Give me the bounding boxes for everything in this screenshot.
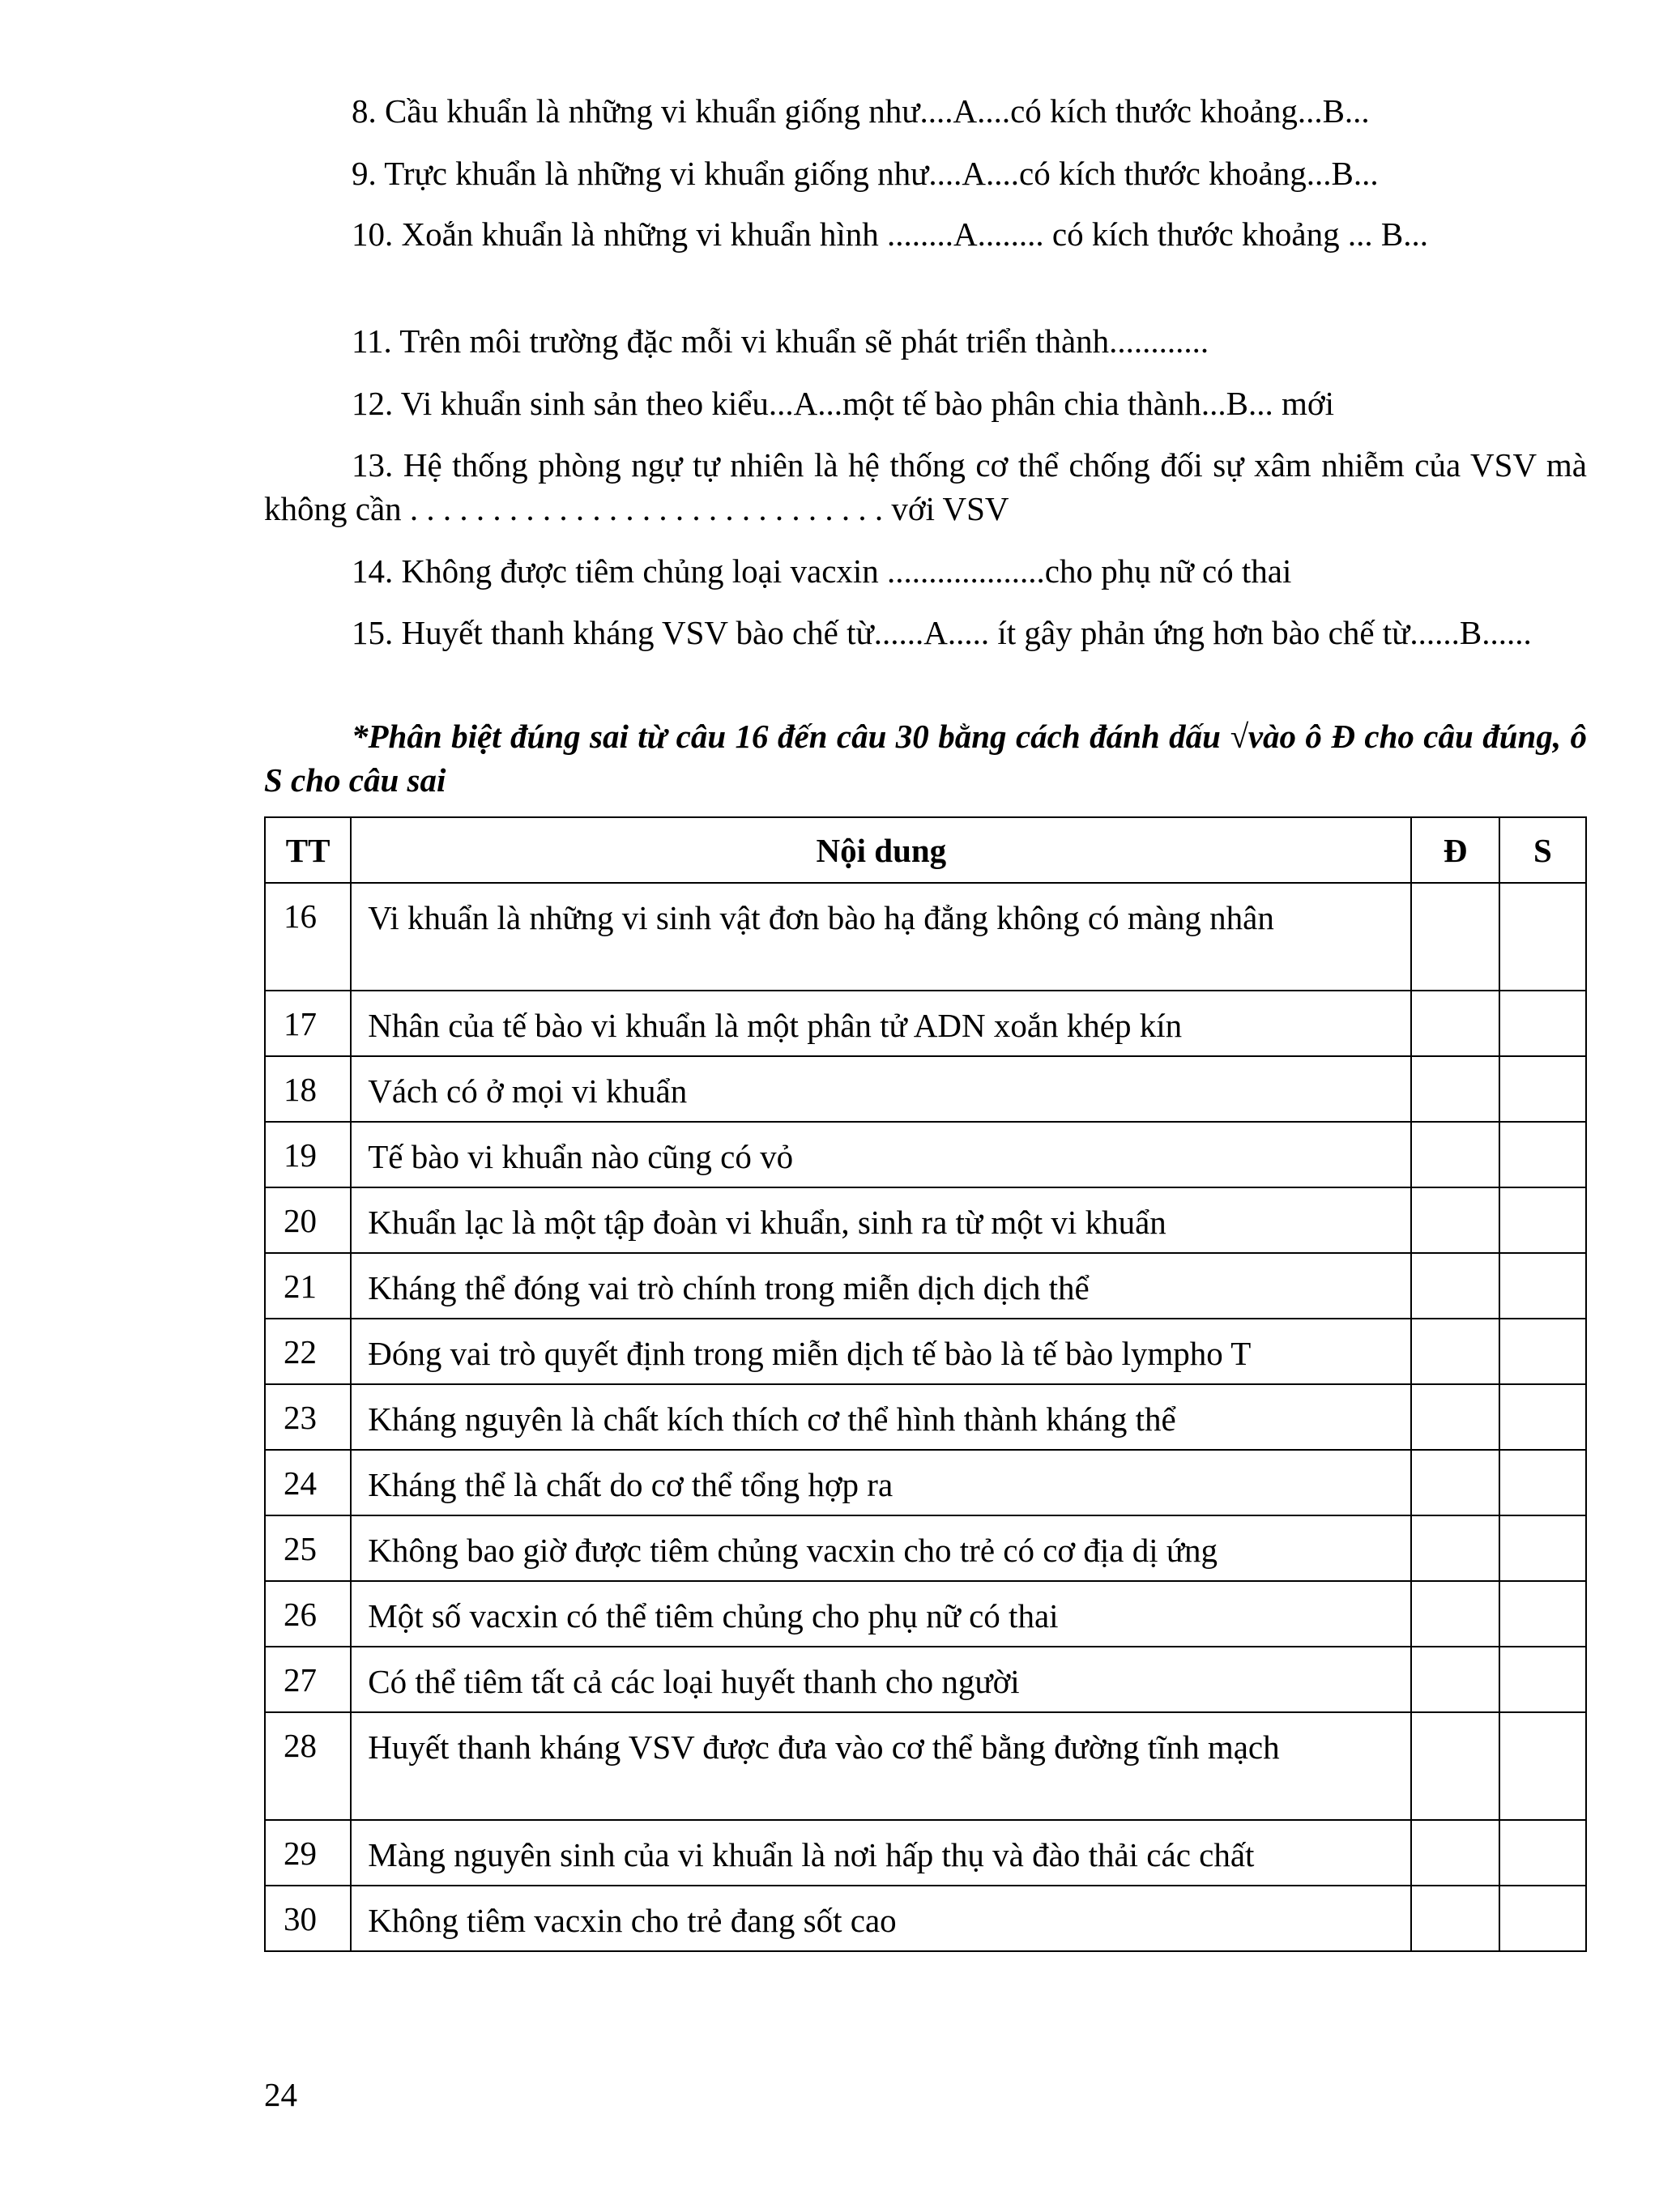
false-checkbox-cell[interactable]	[1499, 1581, 1586, 1647]
row-content: Kháng thể là chất do cơ thể tổng hợp ra	[351, 1450, 1411, 1515]
table-row	[265, 991, 1586, 1056]
false-checkbox-cell[interactable]	[1499, 1515, 1586, 1581]
row-content: Không bao giờ được tiêm chủng vacxin cho trẻ có cơ địa dị ứng	[351, 1515, 1411, 1581]
row-number: 16	[265, 883, 351, 991]
true-checkbox-cell[interactable]	[1411, 1450, 1499, 1515]
row-content: Huyết thanh kháng VSV được đưa vào cơ thể bằng đường tĩnh mạch	[351, 1712, 1411, 1820]
table-header-row	[265, 817, 1586, 883]
row-content: Tế bào vi khuẩn nào cũng có vỏ	[351, 1122, 1411, 1187]
question-15: 15. Huyết thanh kháng VSV bào chế từ......A..... ít gây phản ứng hơn bào chế từ......B......	[352, 614, 1532, 651]
table-row	[265, 1886, 1586, 1951]
true-checkbox-cell[interactable]	[1411, 883, 1499, 991]
true-checkbox-cell[interactable]	[1411, 1886, 1499, 1951]
question-13: 13. Hệ thống phòng ngự tự nhiên là hệ thống cơ thể chống đối sự xâm nhiễm của VSV mà không cần . . . . . . . . . . . . . . . . . . . . . . . . . . . . . với VSV	[264, 446, 1587, 527]
false-checkbox-cell[interactable]	[1499, 1253, 1586, 1319]
header-content: Nội dung	[351, 817, 1411, 883]
false-checkbox-cell[interactable]	[1499, 1319, 1586, 1384]
true-checkbox-cell[interactable]	[1411, 1581, 1499, 1647]
false-checkbox-cell[interactable]	[1499, 1122, 1586, 1187]
false-checkbox-cell[interactable]	[1499, 1450, 1586, 1515]
table-row	[265, 1187, 1586, 1253]
row-content: Có thể tiêm tất cả các loại huyết thanh cho người	[351, 1647, 1411, 1712]
row-number: 30	[265, 1886, 351, 1951]
row-number: 21	[265, 1253, 351, 1319]
true-checkbox-cell[interactable]	[1411, 1384, 1499, 1450]
question-10: 10. Xoắn khuẩn là những vi khuẩn hình ........A........ có kích thước khoảng ... B...	[352, 215, 1428, 253]
true-checkbox-cell[interactable]	[1411, 1056, 1499, 1122]
false-checkbox-cell[interactable]	[1499, 1187, 1586, 1253]
table-row	[265, 1647, 1586, 1712]
table-row	[265, 1515, 1586, 1581]
false-checkbox-cell[interactable]	[1499, 1820, 1586, 1886]
false-checkbox-cell[interactable]	[1499, 1712, 1586, 1820]
header-tt: TT	[265, 817, 351, 883]
row-content: Vách có ở mọi vi khuẩn	[351, 1056, 1411, 1122]
row-number: 23	[265, 1384, 351, 1450]
false-checkbox-cell[interactable]	[1499, 1056, 1586, 1122]
true-checkbox-cell[interactable]	[1411, 1712, 1499, 1820]
false-checkbox-cell[interactable]	[1499, 1647, 1586, 1712]
question-12: 12. Vi khuẩn sinh sản theo kiểu...A...một tế bào phân chia thành...B... mới	[352, 385, 1334, 422]
row-number: 20	[265, 1187, 351, 1253]
table-row	[265, 1820, 1586, 1886]
true-checkbox-cell[interactable]	[1411, 1647, 1499, 1712]
row-content: Khuẩn lạc là một tập đoàn vi khuẩn, sinh ra từ một vi khuẩn	[351, 1187, 1411, 1253]
row-number: 17	[265, 991, 351, 1056]
row-content: Màng nguyên sinh của vi khuẩn là nơi hấp thụ và đào thải các chất	[351, 1820, 1411, 1886]
table-row	[265, 1450, 1586, 1515]
table-row	[265, 1712, 1586, 1820]
row-content: Đóng vai trò quyết định trong miễn dịch tế bào là tế bào lympho T	[351, 1319, 1411, 1384]
false-checkbox-cell[interactable]	[1499, 883, 1586, 991]
table-row	[265, 883, 1586, 991]
page-number: 24	[264, 2076, 297, 2113]
header-sai: S	[1499, 817, 1586, 883]
row-number: 25	[265, 1515, 351, 1581]
row-content: Không tiêm vacxin cho trẻ đang sốt cao	[351, 1886, 1411, 1951]
true-checkbox-cell[interactable]	[1411, 1820, 1499, 1886]
row-number: 24	[265, 1450, 351, 1515]
row-number: 26	[265, 1581, 351, 1647]
true-checkbox-cell[interactable]	[1411, 1319, 1499, 1384]
row-content: Vi khuẩn là những vi sinh vật đơn bào hạ đẳng không có màng nhân	[351, 883, 1411, 991]
true-false-table	[264, 816, 1587, 1952]
true-checkbox-cell[interactable]	[1411, 1122, 1499, 1187]
row-number: 29	[265, 1820, 351, 1886]
true-checkbox-cell[interactable]	[1411, 1187, 1499, 1253]
table-row	[265, 1581, 1586, 1647]
table-row	[265, 1122, 1586, 1187]
row-number: 18	[265, 1056, 351, 1122]
question-8: 8. Cầu khuẩn là những vi khuẩn giống như....A....có kích thước khoảng...B...	[352, 92, 1370, 130]
row-content: Kháng nguyên là chất kích thích cơ thể hình thành kháng thể	[351, 1384, 1411, 1450]
question-11: 11. Trên môi trường đặc mỗi vi khuẩn sẽ phát triển thành............	[352, 322, 1209, 360]
row-content: Kháng thể đóng vai trò chính trong miễn dịch dịch thể	[351, 1253, 1411, 1319]
header-dung: Đ	[1411, 817, 1499, 883]
table-row	[265, 1384, 1586, 1450]
row-content: Một số vacxin có thể tiêm chủng cho phụ nữ có thai	[351, 1581, 1411, 1647]
row-number: 22	[265, 1319, 351, 1384]
row-number: 28	[265, 1712, 351, 1820]
false-checkbox-cell[interactable]	[1499, 1886, 1586, 1951]
table-row	[265, 1056, 1586, 1122]
true-checkbox-cell[interactable]	[1411, 991, 1499, 1056]
question-9: 9. Trực khuẩn là những vi khuẩn giống như....A....có kích thước khoảng...B...	[352, 155, 1379, 192]
table-row	[265, 1319, 1586, 1384]
question-14: 14. Không được tiêm chủng loại vacxin ...................cho phụ nữ có thai	[352, 552, 1292, 590]
false-checkbox-cell[interactable]	[1499, 1384, 1586, 1450]
false-checkbox-cell[interactable]	[1499, 991, 1586, 1056]
table-row	[265, 1253, 1586, 1319]
row-number: 27	[265, 1647, 351, 1712]
true-checkbox-cell[interactable]	[1411, 1515, 1499, 1581]
row-number: 19	[265, 1122, 351, 1187]
true-checkbox-cell[interactable]	[1411, 1253, 1499, 1319]
row-content: Nhân của tế bào vi khuẩn là một phân tử ADN xoắn khép kín	[351, 991, 1411, 1056]
true-false-instruction: *Phân biệt đúng sai từ câu 16 đến câu 30 bằng cách đánh dấu √vào ô Đ cho câu đúng, ô S cho câu sai	[264, 718, 1587, 799]
